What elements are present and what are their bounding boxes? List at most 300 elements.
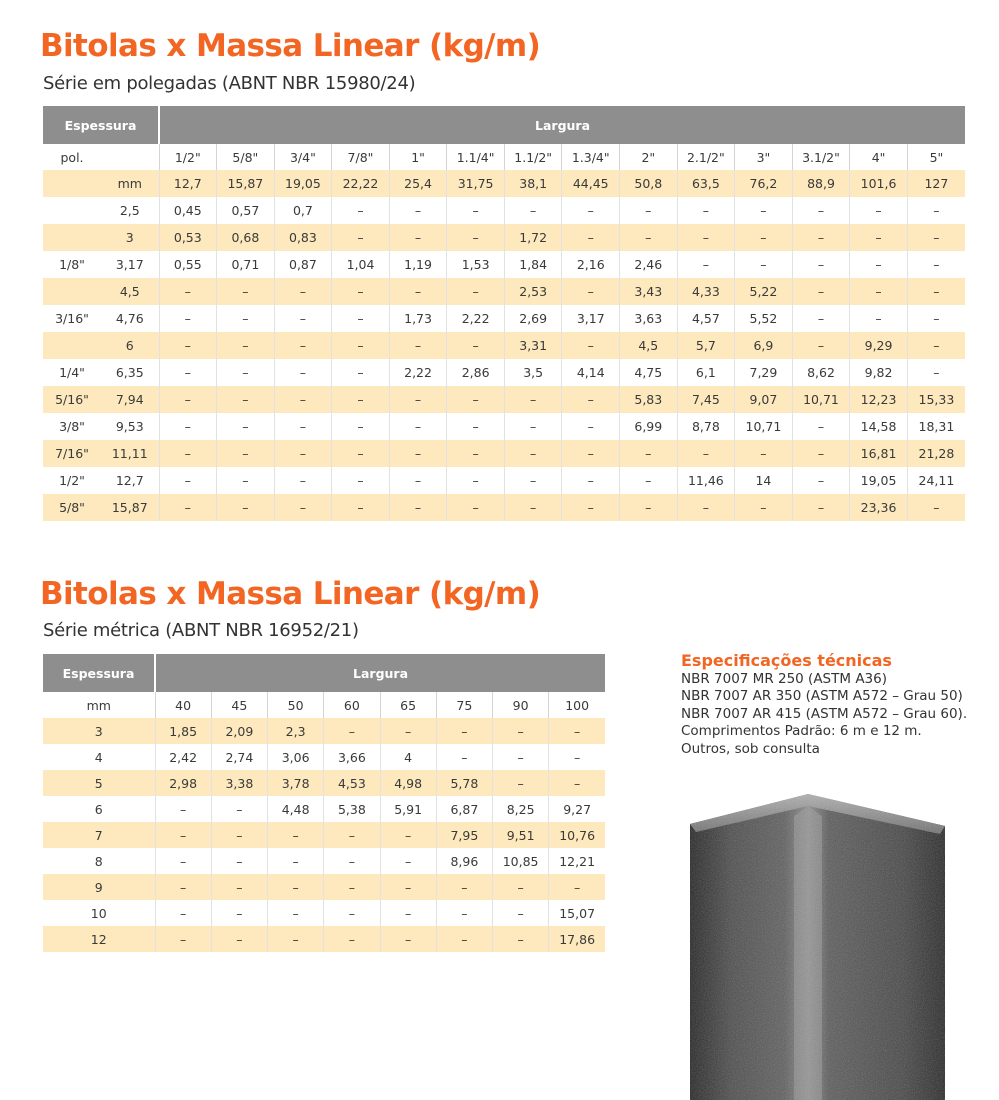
mass-value: 4,53 — [324, 770, 380, 796]
mass-value: 2,69 — [504, 305, 562, 332]
mass-value: – — [380, 848, 436, 874]
thickness-inch: 3/8" — [59, 419, 85, 434]
table-row — [43, 440, 965, 467]
mass-value: – — [447, 386, 505, 413]
mass-value: – — [274, 332, 332, 359]
mass-value: – — [504, 467, 562, 494]
mass-value: – — [268, 822, 324, 848]
mass-value: – — [155, 848, 211, 874]
mass-value: – — [274, 494, 332, 521]
table-row — [43, 900, 605, 926]
table-row — [43, 224, 965, 251]
mass-value: – — [792, 251, 850, 278]
mass-value: – — [274, 440, 332, 467]
mass-value: 8,78 — [677, 413, 735, 440]
mass-value: 15,07 — [549, 900, 605, 926]
mass-value: – — [792, 278, 850, 305]
mass-value: – — [907, 251, 965, 278]
mass-value: 3,17 — [562, 305, 620, 332]
width-mm: 19,05 — [274, 170, 332, 197]
specs-line: NBR 7007 AR 415 (ASTM A572 – Grau 60). — [681, 705, 968, 722]
thickness-mm: 6,35 — [115, 365, 144, 380]
mass-value: – — [850, 224, 908, 251]
mass-value: 10,71 — [792, 386, 850, 413]
mass-value: – — [389, 332, 447, 359]
mass-value: – — [792, 224, 850, 251]
mass-value: – — [217, 467, 275, 494]
table-row — [43, 413, 965, 440]
mass-value: – — [562, 386, 620, 413]
blank-cell — [43, 170, 101, 197]
thickness-inch: 5/8" — [43, 494, 101, 521]
thickness-mm: 8 — [94, 853, 103, 869]
thickness-mm: 3 — [101, 224, 159, 251]
mass-value: 2,86 — [447, 359, 505, 386]
mass-value: – — [155, 874, 211, 900]
mass-value: – — [447, 278, 505, 305]
mass-value: – — [620, 197, 678, 224]
mass-value: – — [677, 494, 735, 521]
table-row — [43, 305, 965, 332]
mass-value: – — [217, 278, 275, 305]
width-inch: 7/8" — [332, 144, 390, 170]
thickness-mm: 7 — [43, 822, 155, 848]
mass-value: 14 — [735, 467, 793, 494]
mass-value: – — [380, 718, 436, 744]
mass-value: 0,7 — [274, 197, 332, 224]
header-width: Largura — [159, 106, 965, 144]
mass-value: – — [504, 413, 562, 440]
specs-line: Outros, sob consulta — [681, 740, 820, 757]
mass-value: 3,31 — [504, 332, 562, 359]
width-mm: 22,22 — [332, 170, 390, 197]
table-row — [43, 796, 605, 822]
mass-value: – — [792, 332, 850, 359]
mass-value: – — [504, 440, 562, 467]
mass-value: – — [159, 440, 217, 467]
mass-value: – — [389, 440, 447, 467]
table-row — [43, 467, 965, 494]
mass-value: 9,51 — [493, 822, 549, 848]
thickness-mm: 11,11 — [101, 440, 159, 467]
mass-value: – — [436, 718, 492, 744]
width-mm: 15,87 — [217, 170, 275, 197]
mass-value: – — [549, 718, 605, 744]
mass-value: 3,38 — [211, 770, 267, 796]
mass-value: 2,42 — [155, 744, 211, 770]
mass-value: – — [549, 874, 605, 900]
thickness-inch — [43, 224, 101, 251]
mass-value: – — [493, 770, 549, 796]
mass-value: – — [159, 467, 217, 494]
mass-value: 3,06 — [268, 744, 324, 770]
mass-value: – — [677, 197, 735, 224]
mass-value: 14,58 — [850, 413, 908, 440]
mass-value: 2,09 — [211, 718, 267, 744]
width-mm: 65 — [380, 692, 436, 718]
mass-value: – — [562, 224, 620, 251]
blank-cell — [101, 144, 159, 170]
mass-value: 1,84 — [504, 251, 562, 278]
mass-value: – — [562, 332, 620, 359]
mass-value: 0,53 — [159, 224, 217, 251]
mass-value: 5,91 — [380, 796, 436, 822]
mass-value: – — [332, 305, 390, 332]
mass-value: – — [332, 494, 390, 521]
mass-value: – — [159, 386, 217, 413]
mass-value: 1,53 — [447, 251, 505, 278]
mass-value: – — [324, 848, 380, 874]
width-mm: 90 — [493, 692, 549, 718]
mass-value: – — [380, 900, 436, 926]
mass-value: – — [389, 224, 447, 251]
mass-value: – — [792, 440, 850, 467]
mass-value: 18,31 — [907, 413, 965, 440]
thickness-inch — [43, 332, 101, 359]
mass-value: 1,72 — [504, 224, 562, 251]
thickness-inch: 5/16" — [43, 386, 101, 413]
mass-value: – — [332, 359, 390, 386]
mass-value: 3,66 — [324, 744, 380, 770]
mass-value: – — [380, 822, 436, 848]
section1-subtitle: Série em polegadas (ABNT NBR 15980/24) — [43, 73, 416, 94]
table-row — [43, 278, 965, 305]
mass-value: 8,25 — [493, 796, 549, 822]
mass-value: 17,86 — [549, 926, 605, 952]
width-inch: 3/4" — [274, 144, 332, 170]
mass-value: – — [217, 359, 275, 386]
width-mm: 38,1 — [504, 170, 562, 197]
mass-value: 10,76 — [549, 822, 605, 848]
thickness-mm: 4,5 — [101, 278, 159, 305]
mass-value: 9,07 — [735, 386, 793, 413]
mass-value: 10,85 — [493, 848, 549, 874]
mass-value: 0,87 — [274, 251, 332, 278]
mass-value: 4,48 — [268, 796, 324, 822]
mass-value: – — [211, 822, 267, 848]
width-inch: 1.1/2" — [504, 144, 562, 170]
mass-value: – — [159, 359, 217, 386]
mass-value: 9,27 — [549, 796, 605, 822]
width-inch: 1.1/4" — [447, 144, 505, 170]
mass-value: 1,04 — [332, 251, 390, 278]
mass-value: 6,99 — [620, 413, 678, 440]
mass-value: – — [332, 467, 390, 494]
mass-value: – — [562, 278, 620, 305]
width-mm: 101,6 — [850, 170, 908, 197]
mass-value: – — [155, 822, 211, 848]
mass-value: – — [447, 413, 505, 440]
mass-value: 8,96 — [436, 848, 492, 874]
mass-value: – — [907, 332, 965, 359]
section2-subtitle: Série métrica (ABNT NBR 16952/21) — [43, 620, 359, 641]
mass-value: 2,22 — [447, 305, 505, 332]
thickness-mm: 12 — [43, 926, 155, 952]
header-thickness: Espessura — [43, 654, 155, 692]
mass-value: – — [274, 413, 332, 440]
mass-value: – — [504, 197, 562, 224]
mass-value: – — [850, 197, 908, 224]
mass-value: 0,55 — [159, 251, 217, 278]
specs-title: Especificações técnicas — [681, 651, 892, 670]
table-row — [43, 251, 965, 278]
mass-value: – — [274, 359, 332, 386]
mass-value: 0,45 — [159, 197, 217, 224]
mass-value: 6,1 — [677, 359, 735, 386]
mass-value: – — [792, 305, 850, 332]
mass-value: – — [792, 494, 850, 521]
unit-mm: mm — [43, 692, 155, 718]
mass-value: – — [792, 467, 850, 494]
mass-value: – — [447, 332, 505, 359]
thickness-mm: 15,87 — [101, 494, 159, 521]
mass-value: – — [735, 494, 793, 521]
mass-value: 4 — [380, 744, 436, 770]
mass-value: 4,33 — [677, 278, 735, 305]
mass-value: – — [907, 197, 965, 224]
mass-value: – — [324, 874, 380, 900]
mass-value: – — [436, 744, 492, 770]
mass-value: – — [274, 386, 332, 413]
thickness-inch — [43, 197, 101, 224]
mass-value: 4,98 — [380, 770, 436, 796]
mass-value: – — [332, 386, 390, 413]
mass-value: 9,82 — [850, 359, 908, 386]
mass-value: – — [907, 494, 965, 521]
table-row — [43, 770, 605, 796]
mass-value: 15,33 — [907, 386, 965, 413]
mass-value: – — [389, 494, 447, 521]
mass-value: – — [389, 413, 447, 440]
mass-value: – — [562, 413, 620, 440]
thickness-inch: 7/16" — [43, 440, 101, 467]
mass-value: – — [504, 386, 562, 413]
table-row — [43, 718, 605, 744]
mass-value: – — [324, 822, 380, 848]
mass-value: – — [217, 494, 275, 521]
mass-value: 5,22 — [735, 278, 793, 305]
specs-line: Comprimentos Padrão: 6 m e 12 m. — [681, 723, 922, 739]
width-mm: 100 — [549, 692, 605, 718]
width-mm: 75 — [436, 692, 492, 718]
thickness-inch — [43, 278, 101, 305]
width-mm: 63,5 — [677, 170, 735, 197]
mass-value: – — [380, 874, 436, 900]
mass-value: – — [268, 874, 324, 900]
width-mm: 12,7 — [159, 170, 217, 197]
mass-value: – — [562, 467, 620, 494]
mass-value: – — [274, 467, 332, 494]
mass-value: 7,95 — [436, 822, 492, 848]
mass-value: – — [211, 926, 267, 952]
mass-value: – — [907, 224, 965, 251]
width-mm: 60 — [324, 692, 380, 718]
mass-value: – — [447, 197, 505, 224]
mass-value: – — [159, 305, 217, 332]
thickness-mm: 4 — [94, 749, 103, 765]
thickness-mm: 7,94 — [101, 386, 159, 413]
table-row — [43, 926, 605, 952]
mass-value: – — [211, 796, 267, 822]
mass-value: – — [562, 440, 620, 467]
steel-angle-bar-image — [690, 786, 945, 1100]
width-inch: 3" — [735, 144, 793, 170]
mass-value: 3,5 — [504, 359, 562, 386]
mass-value: – — [332, 224, 390, 251]
mass-value: – — [217, 413, 275, 440]
thickness-inch: 1/4" — [59, 365, 85, 380]
mass-value: 4,14 — [562, 359, 620, 386]
width-inch: 1.3/4" — [562, 144, 620, 170]
width-mm: 44,45 — [562, 170, 620, 197]
mass-value: – — [211, 874, 267, 900]
width-mm: 45 — [211, 692, 267, 718]
mass-value: – — [504, 494, 562, 521]
width-inch: 4" — [850, 144, 908, 170]
mass-value: – — [389, 386, 447, 413]
mass-value: – — [677, 440, 735, 467]
header-thickness: Espessura — [43, 106, 159, 144]
table-row — [43, 822, 605, 848]
mass-value: 5,38 — [324, 796, 380, 822]
mass-value: 1,19 — [389, 251, 447, 278]
mass-value: – — [850, 251, 908, 278]
unit-mm: mm — [101, 170, 159, 197]
mass-value: 10,71 — [735, 413, 793, 440]
mass-value: – — [332, 440, 390, 467]
width-mm: 31,75 — [447, 170, 505, 197]
inch-series-table — [43, 106, 965, 521]
mass-value: – — [217, 386, 275, 413]
width-mm: 50,8 — [620, 170, 678, 197]
mass-value: – — [735, 197, 793, 224]
mass-value: 7,45 — [677, 386, 735, 413]
mass-value: – — [792, 413, 850, 440]
mass-value: – — [380, 926, 436, 952]
thickness-mm: 6 — [101, 332, 159, 359]
mass-value: 0,71 — [217, 251, 275, 278]
table-row — [43, 494, 965, 521]
mass-value: 0,83 — [274, 224, 332, 251]
mass-value: 23,36 — [850, 494, 908, 521]
table-row — [43, 874, 605, 900]
width-inch: 5" — [907, 144, 965, 170]
mass-value: – — [562, 197, 620, 224]
mass-value: – — [493, 718, 549, 744]
mass-value: – — [274, 305, 332, 332]
mass-value: – — [907, 278, 965, 305]
mass-value: 6,87 — [436, 796, 492, 822]
mass-value: – — [562, 494, 620, 521]
thickness-mm: 3,17 — [115, 257, 144, 272]
technical-specs — [681, 652, 981, 758]
mass-value: 5,7 — [677, 332, 735, 359]
specs-line: NBR 7007 MR 250 (ASTM A36) — [681, 670, 887, 687]
mass-value: – — [792, 197, 850, 224]
mass-value: – — [907, 305, 965, 332]
mass-value: – — [268, 900, 324, 926]
mass-value: – — [332, 278, 390, 305]
mass-value: 21,28 — [907, 440, 965, 467]
thickness-mm: 5 — [43, 770, 155, 796]
thickness-mm: 3 — [43, 718, 155, 744]
mass-value: 4,57 — [677, 305, 735, 332]
metric-series-table — [43, 654, 605, 952]
width-inch: 2" — [620, 144, 678, 170]
mass-value: 3,63 — [620, 305, 678, 332]
mass-value: – — [155, 926, 211, 952]
width-inch: 1/2" — [159, 144, 217, 170]
mass-value: – — [217, 440, 275, 467]
mass-value: 7,29 — [735, 359, 793, 386]
mass-value: 3,43 — [620, 278, 678, 305]
mass-value: – — [850, 305, 908, 332]
mass-value: – — [332, 197, 390, 224]
header-width: Largura — [155, 654, 605, 692]
mass-value: – — [735, 251, 793, 278]
thickness-inch: 3/16" — [55, 311, 89, 326]
table-row — [43, 197, 965, 224]
mass-value: – — [217, 332, 275, 359]
mass-value: – — [447, 494, 505, 521]
mass-value: – — [155, 796, 211, 822]
table-row — [43, 386, 965, 413]
mass-value: 2,3 — [268, 718, 324, 744]
mass-value: – — [436, 874, 492, 900]
mass-value: 5,78 — [436, 770, 492, 796]
mass-value: 0,68 — [217, 224, 275, 251]
mass-value: – — [389, 467, 447, 494]
mass-value: – — [389, 278, 447, 305]
mass-value: 5,52 — [735, 305, 793, 332]
mass-value: – — [211, 848, 267, 874]
mass-value: – — [447, 467, 505, 494]
mass-value: – — [549, 744, 605, 770]
mass-value: – — [159, 278, 217, 305]
mass-value: – — [493, 874, 549, 900]
thickness-mm: 6 — [94, 801, 103, 817]
width-mm: 50 — [268, 692, 324, 718]
mass-value: – — [332, 332, 390, 359]
mass-value: – — [332, 413, 390, 440]
mass-value: – — [447, 440, 505, 467]
mass-value: – — [850, 278, 908, 305]
mass-value: 3,78 — [268, 770, 324, 796]
thickness-mm: 10 — [90, 905, 107, 921]
mass-value: 4,75 — [620, 359, 678, 386]
mass-value: – — [155, 900, 211, 926]
mass-value: – — [159, 413, 217, 440]
thickness-mm: 2,5 — [119, 203, 140, 218]
mass-value: – — [159, 332, 217, 359]
width-mm: 127 — [907, 170, 965, 197]
thickness-inch: 1/8" — [59, 257, 85, 272]
mass-value: 11,46 — [677, 467, 735, 494]
mass-value: – — [389, 197, 447, 224]
mass-value: 1,73 — [389, 305, 447, 332]
mass-value: – — [493, 744, 549, 770]
mass-value: – — [677, 224, 735, 251]
mass-value: – — [268, 848, 324, 874]
mass-value: 2,53 — [504, 278, 562, 305]
thickness-inch: 1/2" — [59, 473, 85, 488]
mass-value: 2,46 — [620, 251, 678, 278]
width-mm: 76,2 — [735, 170, 793, 197]
mass-value: 2,74 — [211, 744, 267, 770]
specs-line: NBR 7007 AR 350 (ASTM A572 – Grau 50) — [681, 688, 963, 704]
mass-value: – — [274, 278, 332, 305]
thickness-mm: 12,7 — [115, 473, 144, 488]
